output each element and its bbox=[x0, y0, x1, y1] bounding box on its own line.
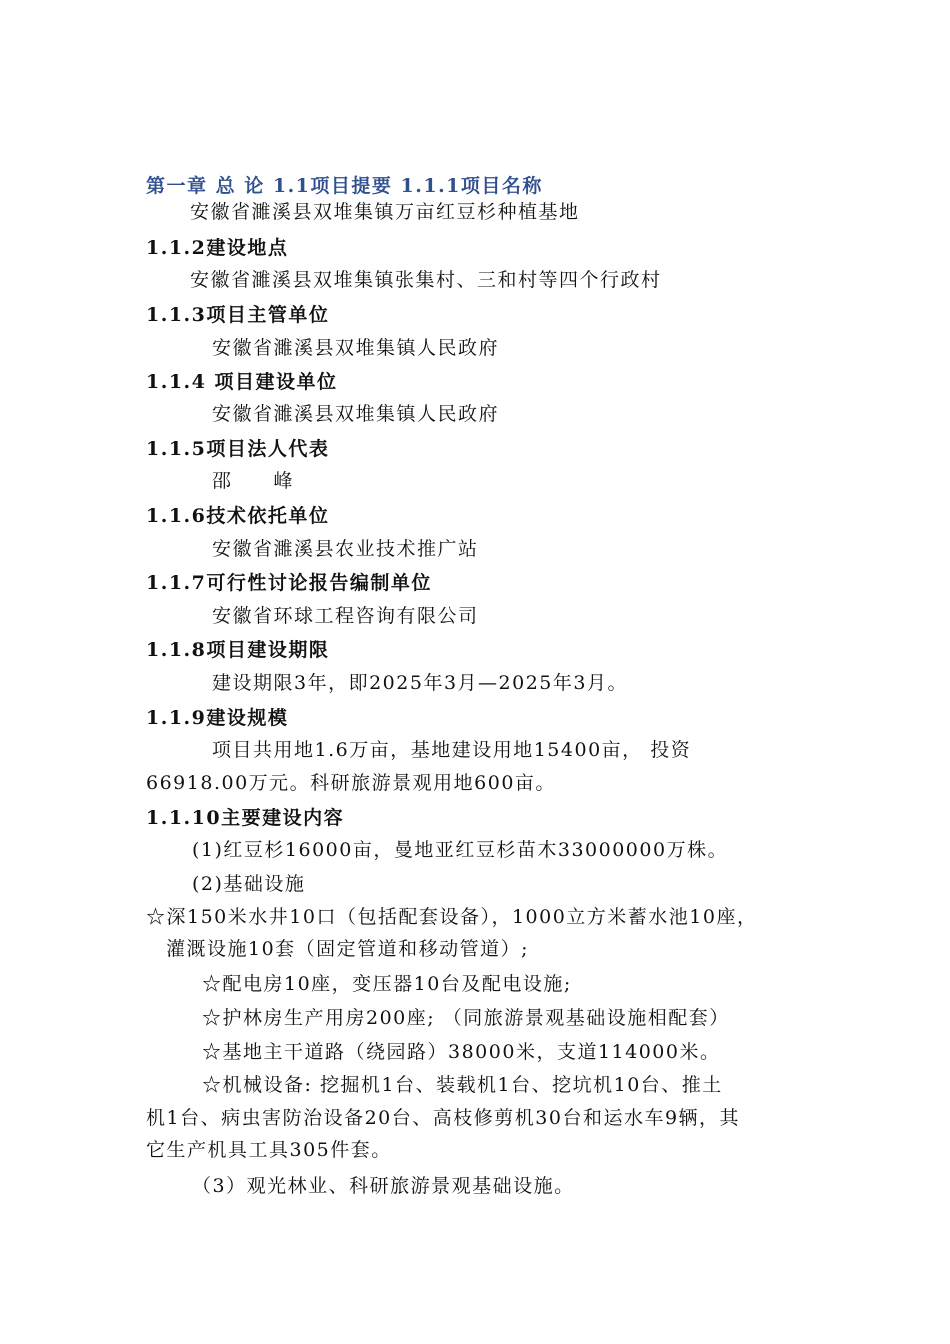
section-heading-legal-rep: 1.1.5项目法人代表 bbox=[146, 438, 330, 460]
section-body-scale-line2: 66918.00万元。科研旅游景观用地600亩。 bbox=[146, 772, 556, 794]
section-heading-scale: 1.1.9建设规模 bbox=[146, 707, 289, 729]
content-item-6: ☆护林房生产用房200座; （同旅游景观基础设施相配套） bbox=[202, 1007, 730, 1029]
content-item-8: ☆机械设备: 挖掘机1台、装载机1台、挖坑机10台、推土 bbox=[202, 1074, 723, 1096]
content-item-10: 它生产机具工具305件套。 bbox=[146, 1139, 392, 1161]
section-body-period: 建设期限3年，即2025年3月—2025年3月。 bbox=[212, 672, 628, 694]
section-heading-period: 1.1.8项目建设期限 bbox=[146, 639, 330, 661]
section-heading-tech-support: 1.1.6技术依托单位 bbox=[146, 505, 330, 527]
section-heading-content: 1.1.10主要建设内容 bbox=[146, 807, 345, 829]
section-heading-authority: 1.1.3项目主管单位 bbox=[146, 304, 330, 326]
section-body-location: 安徽省濉溪县双堆集镇张集村、三和村等四个行政村 bbox=[190, 269, 662, 291]
section-heading-builder: 1.1.4 项目建设单位 bbox=[146, 371, 338, 393]
content-item-11: （3）观光林业、科研旅游景观基础设施。 bbox=[192, 1175, 575, 1197]
content-item-9: 机1台、病虫害防治设备20台、高枝修剪机30台和运水车9辆，其 bbox=[146, 1107, 741, 1129]
section-body-authority: 安徽省濉溪县双堆集镇人民政府 bbox=[212, 337, 500, 359]
section-body-tech-support: 安徽省濉溪县农业技术推广站 bbox=[212, 538, 479, 560]
section-body-legal-rep: 邵 峰 bbox=[212, 470, 295, 492]
section-heading-report-unit: 1.1.7可行性讨论报告编制单位 bbox=[146, 572, 432, 594]
content-item-7: ☆基地主干道路（绕园路）38000米，支道114000米。 bbox=[202, 1041, 721, 1063]
section-body-builder: 安徽省濉溪县双堆集镇人民政府 bbox=[212, 403, 500, 425]
section-body-report-unit: 安徽省环球工程咨询有限公司 bbox=[212, 605, 479, 627]
content-item-2: (2)基础设施 bbox=[192, 873, 306, 895]
content-item-1: (1)红豆杉16000亩，曼地亚红豆杉苗木33000000万株。 bbox=[192, 839, 729, 861]
content-item-5: ☆配电房10座，变压器10台及配电设施; bbox=[202, 973, 572, 995]
content-item-4: 灌溉设施10套（固定管道和移动管道）; bbox=[166, 938, 530, 960]
content-item-3: ☆深150米水井10口（包括配套设备），1000立方米蓄水池10座， bbox=[146, 906, 758, 928]
section-body-scale-line1: 项目共用地1.6万亩，基地建设用地15400亩， 投资 bbox=[212, 739, 692, 761]
project-name: 安徽省濉溪县双堆集镇万亩红豆杉种植基地 bbox=[190, 201, 580, 223]
section-heading-location: 1.1.2建设地点 bbox=[146, 237, 289, 259]
chapter-heading: 第一章 总 论 1.1项目提要 1.1.1项目名称 bbox=[146, 175, 543, 197]
